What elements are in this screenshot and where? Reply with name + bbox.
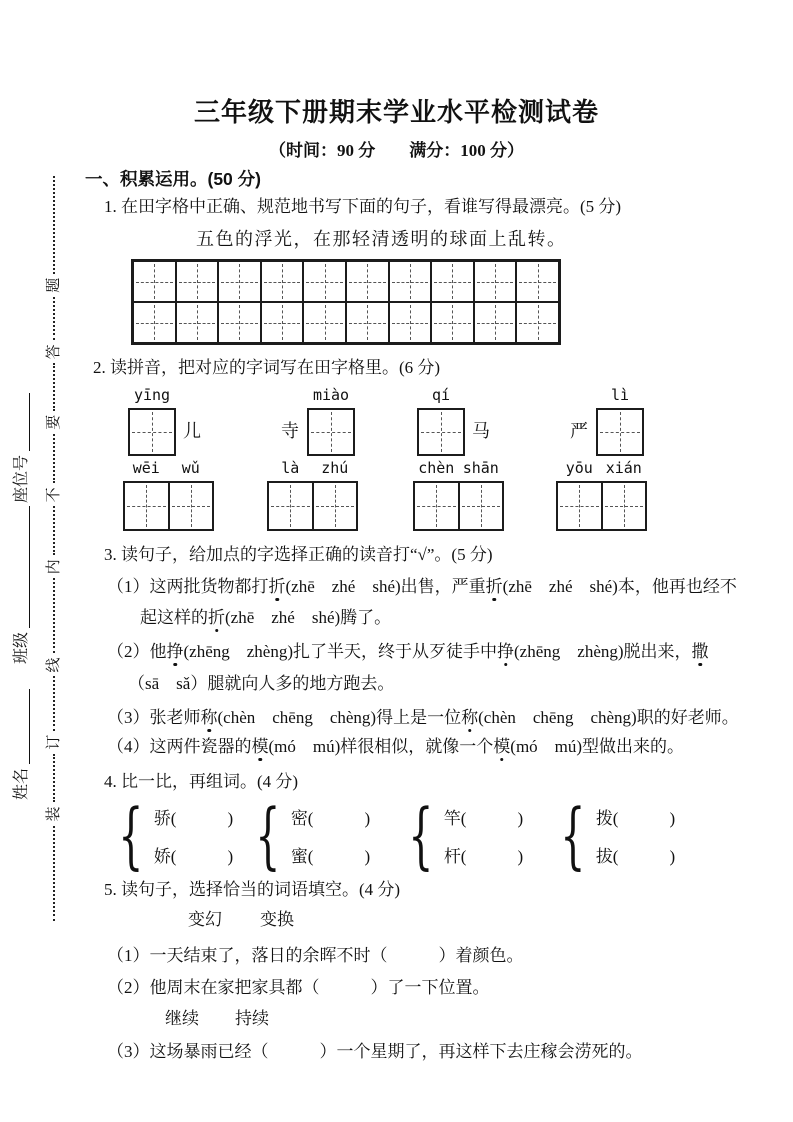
pinyin-label: yōu: [565, 459, 593, 477]
tianzige-cell: [303, 302, 346, 343]
adjacent-char: 寺: [281, 421, 299, 441]
pinyin-group: [556, 459, 647, 531]
tianzige-cell: [133, 261, 176, 302]
pinyin-label: xián: [605, 459, 642, 477]
pinyin-group: [570, 386, 644, 456]
pinyin-group: [128, 386, 201, 456]
dotted-char: 称: [200, 708, 218, 727]
pinyin-box: [413, 481, 504, 531]
adjacent-char: 儿: [183, 421, 201, 441]
dotted-char: 称: [461, 708, 479, 727]
q3-item-2-line-2: [128, 673, 394, 695]
pinyin-label: wǔ: [181, 459, 200, 477]
tianzige-cell: [516, 261, 559, 302]
dotted-leader: [53, 676, 55, 730]
pinyin-box: [123, 481, 214, 531]
dotted-char: 折: [485, 577, 503, 596]
word-options: [165, 1008, 269, 1030]
tianzige-cell: [389, 302, 432, 343]
pinyin-label: yīng: [133, 386, 171, 404]
tianzige-cell: [176, 302, 219, 343]
q5-title: 5. 读句子，选择恰当的词语填空。(4 分): [104, 880, 401, 899]
word-pair-line: 骄( ): [153, 808, 234, 828]
pinyin-box: [267, 481, 358, 531]
text-segment: （2）他: [107, 642, 167, 661]
binding-char: 题: [46, 277, 62, 293]
word-pair-line: 拔( ): [595, 846, 676, 866]
tianzige-cell: [346, 261, 389, 302]
dotted-leader: [53, 434, 55, 484]
option-word: 变幻: [188, 910, 222, 929]
tianzige-cell: [124, 482, 169, 530]
pinyin-label: shān: [462, 459, 499, 477]
tianzige-cell: [516, 302, 559, 343]
adjacent-char: 严: [570, 421, 588, 441]
q1-sentence: 五色的浮光，在那轻清透明的球面上乱转。: [196, 229, 567, 249]
tianzige-cell: [218, 302, 261, 343]
class-field-label: 班级: [13, 631, 30, 664]
text-segment: (mó mú)型做出来的。: [510, 737, 685, 756]
pinyin-group: [123, 459, 214, 531]
text-segment: （3）张老师: [107, 708, 201, 727]
binding-char: 不: [46, 487, 62, 503]
dotted-char: 折: [208, 608, 225, 627]
binding-char: 线: [46, 657, 62, 673]
binding-char: 答: [46, 344, 62, 360]
tianzige-cell: [268, 482, 313, 530]
word-pair-group: [398, 793, 524, 877]
text-segment: （4）这两件瓷器的: [107, 737, 252, 756]
tianzige-cell: [129, 409, 175, 455]
pinyin-label: lì: [610, 386, 630, 404]
brace: {: [118, 793, 144, 877]
tianzige-cell: [414, 482, 459, 530]
dotted-leader: [53, 578, 55, 653]
adjacent-char: 马: [472, 421, 490, 441]
text-segment: (chèn chēng chèng)职的好老师。: [478, 708, 739, 727]
brace: {: [255, 793, 281, 877]
option-word: 继续: [165, 1009, 199, 1028]
pinyin-label: wēi: [132, 459, 160, 477]
tianzige-cell: [459, 482, 504, 530]
pinyin-group: [417, 386, 490, 456]
word-pair-line: 蜜( ): [290, 846, 371, 866]
section-heading: 一、积累运用。(50 分): [85, 169, 261, 189]
option-word: 变换: [260, 910, 294, 929]
text-segment: (zhē zhé shé)出售，严重: [285, 577, 486, 596]
word-pair-line: 娇( ): [153, 846, 234, 866]
pinyin-group: [281, 386, 355, 456]
dotted-leader: [53, 176, 55, 274]
q4-title: 4. 比一比，再组词。(4 分): [104, 772, 299, 791]
brace: {: [560, 793, 586, 877]
dotted-leader: [53, 297, 55, 341]
tianzige-cell: [597, 409, 643, 455]
text-segment: (zhēng zhèng)扎了半天，终于从歹徒手中: [183, 642, 498, 661]
dotted-char: 模: [493, 737, 511, 756]
name-field-label: 姓名: [13, 767, 30, 800]
dotted-char: 模: [251, 737, 269, 756]
pinyin-label: qí: [431, 386, 451, 404]
text-segment: (zhē zhé shé)腾了。: [225, 608, 392, 627]
tianzige-cell: [313, 482, 358, 530]
text-segment: (mó mú)样很相似，就像一个: [268, 737, 494, 756]
q3-item-3: [107, 707, 739, 729]
q3-item-4: [107, 736, 684, 758]
tianzige-cell: [389, 261, 432, 302]
tianzige-cell: [303, 261, 346, 302]
pinyin-box: [596, 408, 644, 456]
tianzige-cell: [133, 302, 176, 343]
tianzige-cell: [431, 261, 474, 302]
brace: {: [408, 793, 434, 877]
tianzige-cell: [308, 409, 354, 455]
pinyin-group: [413, 459, 504, 531]
pinyin-label: zhú: [321, 459, 349, 477]
tianzige-cell: [474, 261, 517, 302]
writing-grid: [131, 259, 561, 345]
word-pair-line: 密( ): [290, 808, 371, 828]
text-segment: （sā sǎ）腿就向人多的地方跑去。: [128, 674, 395, 693]
binding-char: 内: [46, 559, 62, 575]
dotted-leader: [53, 754, 55, 803]
text-segment: (zhēng zhèng)脱出来，: [514, 642, 692, 661]
q3-item-1-line-2: [140, 607, 391, 629]
pinyin-box: [556, 481, 647, 531]
dotted-char: 折: [268, 577, 286, 596]
dotted-char: 挣: [166, 642, 184, 661]
binding-char: 订: [46, 734, 62, 750]
word-pair-line: 竿( ): [443, 808, 524, 828]
seat-field-blank: [16, 393, 30, 451]
binding-char: 装: [46, 806, 62, 822]
word-pair-group: [550, 793, 676, 877]
option-word: 持续: [235, 1009, 269, 1028]
pinyin-label: là: [281, 459, 300, 477]
binding-line: [45, 175, 63, 922]
word-pair-group: [108, 793, 234, 877]
tianzige-cell: [431, 302, 474, 343]
pinyin-group: [267, 459, 358, 531]
dotted-leader: [53, 363, 55, 410]
dotted-char: 撒: [691, 642, 709, 661]
dotted-leader: [53, 506, 55, 555]
tianzige-cell: [418, 409, 464, 455]
word-pair-group: [245, 793, 371, 877]
pinyin-box: [128, 408, 176, 456]
pinyin-label: miào: [312, 386, 350, 404]
text-segment: （1）这两批货物都打: [107, 577, 269, 596]
tianzige-cell: [474, 302, 517, 343]
pinyin-box: [417, 408, 465, 456]
tianzige-cell: [346, 302, 389, 343]
tianzige-cell: [218, 261, 261, 302]
name-field-blank: [16, 689, 30, 764]
word-options: [188, 909, 294, 931]
dotted-char: 挣: [497, 642, 515, 661]
q5-item-1: （1）一天结束了，落日的余晖不时（ ）着颜色。: [107, 946, 524, 965]
dotted-leader: [53, 826, 55, 921]
tianzige-cell: [261, 261, 304, 302]
seat-field-label: 座位号: [13, 454, 30, 503]
pinyin-box: [307, 408, 355, 456]
text-segment: (zhē zhé shé)本，他再也经不: [502, 577, 737, 596]
tianzige-cell: [602, 482, 647, 530]
word-pair-line: 拨( ): [595, 808, 676, 828]
q3-item-1-line-1: [107, 576, 737, 598]
word-pair-line: 杆( ): [443, 846, 524, 866]
q5-item-2: （2）他周末在家把家具都（ ）了一下位置。: [107, 978, 490, 997]
exam-info: （时间：90 分 满分：100 分）: [269, 141, 524, 160]
pinyin-label: chèn: [418, 459, 455, 477]
q2-title: 2. 读拼音，把对应的字词写在田字格里。(6 分): [93, 358, 441, 377]
binding-char: 要: [46, 414, 62, 430]
q5-item-3: （3）这场暴雨已经（ ）一个星期了，再这样下去庄稼会涝死的。: [107, 1042, 643, 1061]
q1-title: 1. 在田字格中正确、规范地书写下面的句子，看谁写得最漂亮。(5 分): [104, 197, 622, 216]
tianzige-cell: [176, 261, 219, 302]
class-field-blank: [16, 506, 30, 628]
q3-item-2-line-1: [107, 641, 709, 663]
text-segment: 起这样的: [140, 608, 208, 627]
tianzige-cell: [261, 302, 304, 343]
tianzige-cell: [169, 482, 214, 530]
q3-title: 3. 读句子，给加点的字选择正确的读音打“√”。(5 分): [104, 545, 493, 564]
text-segment: (chèn chēng chèng)得上是一位: [217, 708, 462, 727]
page-title: 三年级下册期末学业水平检测试卷: [193, 98, 599, 127]
tianzige-cell: [557, 482, 602, 530]
student-info-fields: [8, 380, 32, 800]
